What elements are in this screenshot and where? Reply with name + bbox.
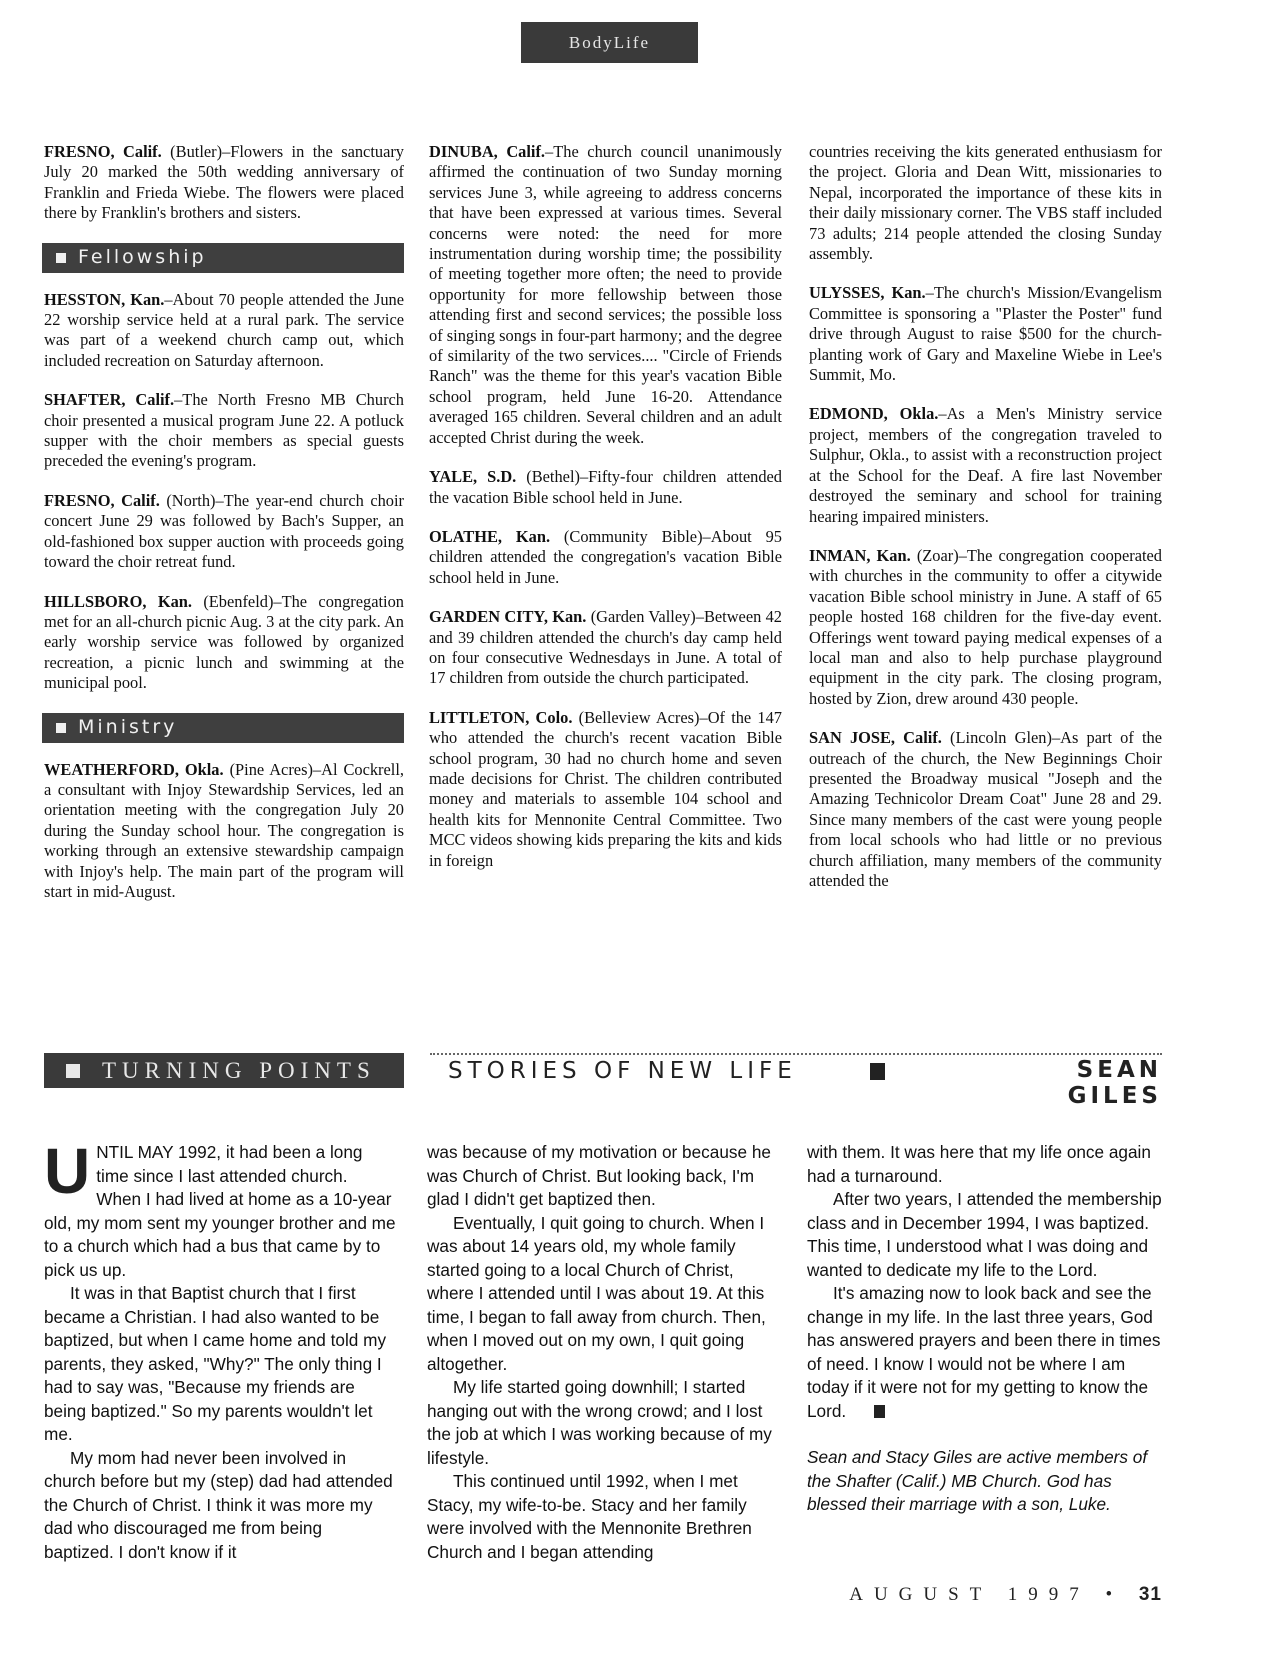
- story-paragraph: [44, 1282, 396, 1447]
- news-item: [44, 592, 404, 694]
- news-item: [809, 546, 1162, 709]
- story-paragraph-text: It's amazing now to look back and see the change in my life. In the last three years, God has answered prayers and been there in times of need. I know I would not be where I am today if it were not for my getting to know the Lord.: [807, 1283, 1161, 1421]
- section-heading-ministry: [42, 713, 404, 743]
- news-item-place: GARDEN CITY, Kan.: [429, 607, 587, 627]
- story-paragraph: [44, 1135, 396, 1282]
- news-item: [44, 760, 404, 903]
- story-column-2: [427, 1141, 779, 1564]
- section-heading-label: Ministry: [78, 716, 178, 739]
- news-item-place: HILLSBORO, Kan.: [44, 591, 192, 611]
- news-item: [44, 390, 404, 472]
- footer-separator: •: [1105, 1584, 1124, 1605]
- news-item-text: (North)–The year-end church choir concert June 29 was followed by Bach's Supper, an old-fashioned box supper auction with proceeds going toward the choir retreat fund.: [44, 490, 405, 572]
- news-column-2: [429, 142, 782, 871]
- news-item-text: (Lincoln Glen)–As part of the outreach of the church, the New Beginnings Choir presented the Broadway musical "Joseph and the Amazing Technicolor Dream Coat" June 28 and 29. Since many members of the cast were young people from local schools who had little or no previous church affiliation, many members of the community attended the: [809, 728, 1162, 890]
- news-item-place: DINUBA, Calif.: [429, 142, 546, 161]
- news-column-1: [44, 142, 404, 902]
- news-item-place: OLATHE, Kan.: [429, 526, 551, 546]
- story-column-1: [44, 1135, 396, 1564]
- news-item-text: (Pine Acres)–Al Cockrell, a consultant with Injoy Stewardship Services, led an orientation meeting with the congregation July 20 during the Sunday school hour. The congregation is working through an extensive stewardship campaign with Injoy's help. The main part of the program will start in mid-August.: [44, 759, 404, 901]
- drop-cap: U: [44, 1135, 91, 1207]
- news-item-place: HESSTON, Kan.: [44, 289, 165, 309]
- news-item-place: INMAN, Kan.: [809, 545, 911, 565]
- story-paragraph-text: My mom had never been involved in church before but my (step) dad had attended the Church of Christ. I think it was more my dad who discouraged me from being baptized. I don't know if it: [44, 1447, 393, 1562]
- section-tab: BodyLife: [521, 22, 698, 63]
- square-bullet-icon: [56, 253, 66, 263]
- story-paragraph-text: NTIL MAY 1992, it had been a long time since I last attended church. When I had lived at home as a 10-year old, my mom sent my younger brother and me to a church which had a bus that came by to pick us up.: [44, 1142, 396, 1280]
- news-item: [809, 142, 1162, 264]
- square-bullet-icon: [66, 1064, 80, 1078]
- story-paragraph-text: This continued until 1992, when I met Stacy, my wife-to-be. Stacy and her family were involved with the Mennonite Brethren Church and I began attending: [427, 1471, 752, 1562]
- story-paragraph-text: with them. It was here that my life once again had a turnaround.: [807, 1142, 1151, 1186]
- news-item-place: YALE, S.D.: [429, 467, 517, 487]
- news-item: [44, 142, 404, 224]
- news-item-text: –About 70 people attended the June 22 worship service held at a rural park. The service was part of a weekend church camp out, which included recreation on Saturday afternoon.: [44, 289, 404, 370]
- news-item: [429, 708, 782, 871]
- story-paragraph: [807, 1282, 1162, 1423]
- section-heading-fellowship: [42, 243, 404, 273]
- news-item-text: –The church's Mission/Evangelism Committee is sponsoring a "Plaster the Poster" fund drive through August to raise $500 for the church-planting work of Gary and Maxeline Wiebe in Lee's Summit, Mo.: [809, 283, 1162, 385]
- page-footer: [820, 1584, 1162, 1606]
- end-mark-icon: [874, 1405, 885, 1418]
- story-paragraph-text: My life started going downhill; I started hanging out with the wrong crowd; and I lost the job at which I was working because of my lifestyle.: [427, 1377, 772, 1468]
- news-item-place: ULYSSES, Kan.: [809, 283, 926, 303]
- news-item-place: LITTLETON, Colo.: [429, 707, 573, 727]
- news-item-text: (Ebenfeld)–The congregation met for an all-church picnic Aug. 3 at the city park. An early worship service was followed by organized recreation, a picnic lunch and swimming at the municipal pool.: [44, 591, 404, 693]
- story-paragraph: [427, 1141, 779, 1212]
- news-item: [809, 283, 1162, 385]
- news-item-text: –As a Men's Ministry service project, members of the congregation traveled to Sulphur, Okla., to assist with a reconstruction project at the School for the Deaf. A fire last November destroyed the seminary and school for training hearing impaired ministers.: [809, 404, 1162, 526]
- news-item-text: (Belleview Acres)–Of the 147 who attended the church's recent vacation Bible school program, 30 had no church home and seven made decisions for Christ. The children contributed money and materials to assemble 104 school and health kits for Mennonite Central Committee. Two MCC videos showing kids preparing the kits and kids in foreign: [429, 707, 782, 870]
- news-item-place: FRESNO, Calif.: [44, 490, 160, 510]
- news-item-text: (Bethel)–Fifty-four children attended the vacation Bible school held in June.: [429, 467, 782, 507]
- section-heading-label: Fellowship: [78, 246, 207, 269]
- news-item-text: countries receiving the kits generated enthusiasm for the project. Gloria and Dean Witt, missionaries to Nepal, incorporated the importance of these kits in their daily missionary corner. The VBS staff included 73 adults; 214 people attended the closing Sunday assembly.: [809, 142, 1162, 264]
- story-paragraph-text: After two years, I attended the membership class and in December 1994, I was baptized. This time, I understood what I was doing and wanted to dedicate my life to the Lord.: [807, 1189, 1162, 1280]
- story-column-3: [807, 1141, 1162, 1517]
- news-item-text: –The North Fresno MB Church choir presented a musical program June 22. A potluck supper with the choir members as special guests preceded the evening's program.: [44, 390, 404, 471]
- author-bio: Sean and Stacy Giles are active members of the Shafter (Calif.) MB Church. God has blessed their marriage with a son, Luke.: [807, 1447, 1148, 1514]
- story-paragraph: [427, 1470, 779, 1564]
- news-item: [44, 290, 404, 372]
- news-item-place: SAN JOSE, Calif.: [809, 728, 942, 748]
- turning-points-subtitle: STORIES OF NEW LIFE: [448, 1058, 797, 1084]
- story-paragraph-text: It was in that Baptist church that I first became a Christian. I had also wanted to be baptized, but when I came home and told my parents, they asked, "Why?" The only thing I had to say was, "Because my friends are being baptized." So my parents wouldn't let me.: [44, 1283, 387, 1444]
- news-item-text: (Butler)–Flowers in the sanctuary July 20 marked the 50th wedding anniversary of Franklin and Frieda Wiebe. The flowers were placed there by Franklin's brothers and sisters.: [44, 142, 405, 223]
- news-item-text: (Community Bible)–About 95 children attended the congregation's vacation Bible school held in June.: [429, 526, 782, 587]
- page-number: 31: [1138, 1584, 1162, 1605]
- story-paragraph: [807, 1188, 1162, 1282]
- story-paragraph-text: was because of my motivation or because he was Church of Christ. But looking back, I'm glad I didn't get baptized then.: [427, 1142, 771, 1209]
- story-paragraph: [807, 1141, 1162, 1188]
- news-item: [429, 527, 782, 588]
- dotted-rule: [430, 1053, 1162, 1055]
- news-item-text: (Zoar)–The congregation cooperated with churches in the community to offer a citywide vacation Bible school ministry in June. A staff of 65 people hosted 168 children for the five-day event. Offerings went toward paying medical expenses of a local man and also to help purchase playground equipment in the city park. The closing program, hosted by Zion, drew around 430 people.: [809, 545, 1162, 708]
- story-paragraph: [44, 1447, 396, 1565]
- news-item-place: SHAFTER, Calif.: [44, 390, 175, 410]
- news-item-text: (Garden Valley)–Between 42 and 39 children attended the church's day camp held on four consecutive Wednesdays in June. A total of 17 children from outside the church participated.: [429, 607, 782, 688]
- news-item-place: FRESNO, Calif.: [44, 142, 162, 161]
- news-item-place: WEATHERFORD, Okla.: [44, 759, 224, 779]
- story-author: SEAN GILES: [1067, 1057, 1162, 1109]
- news-item: [809, 728, 1162, 891]
- news-item-place: EDMOND, Okla.: [809, 404, 939, 424]
- news-item: [44, 491, 404, 573]
- news-item: [429, 607, 782, 689]
- turning-points-banner: [44, 1053, 404, 1088]
- square-bullet-icon: [56, 723, 66, 733]
- news-item: [429, 467, 782, 508]
- news-column-3: [809, 142, 1162, 891]
- news-item-text: –The church council unanimously affirmed the continuation of two Sunday morning services June 3, while agreeing to address concerns that have been expressed at various times. Several concerns were noted: the need for more instrumentation during worship time; the possibility of meeting together more often; the need to provide opportunity for more fellowship between those attending first and second services; the possible loss of singing songs in four-part harmony; and the degree of similarity of the two services.... "Circle of Friends Ranch" was the theme for this year's vacation Bible school program, held June 16-20. Attendance averaged 165 children. Several children and an adult accepted Christ during the week.: [429, 142, 782, 447]
- turning-points-title: TURNING POINTS: [102, 1057, 376, 1083]
- news-item: [429, 142, 782, 448]
- issue-date: AUGUST 1997: [849, 1584, 1090, 1605]
- square-separator-icon: [870, 1063, 885, 1080]
- story-paragraph: [427, 1212, 779, 1377]
- story-paragraph: [427, 1376, 779, 1470]
- news-item: [809, 404, 1162, 526]
- story-paragraph-text: Eventually, I quit going to church. When I was about 14 years old, my whole family started going to a local Church of Christ, where I attended until I was about 19. At this time, I began to fall away from church. Then, when I moved out on my own, I quit going altogether.: [427, 1212, 766, 1374]
